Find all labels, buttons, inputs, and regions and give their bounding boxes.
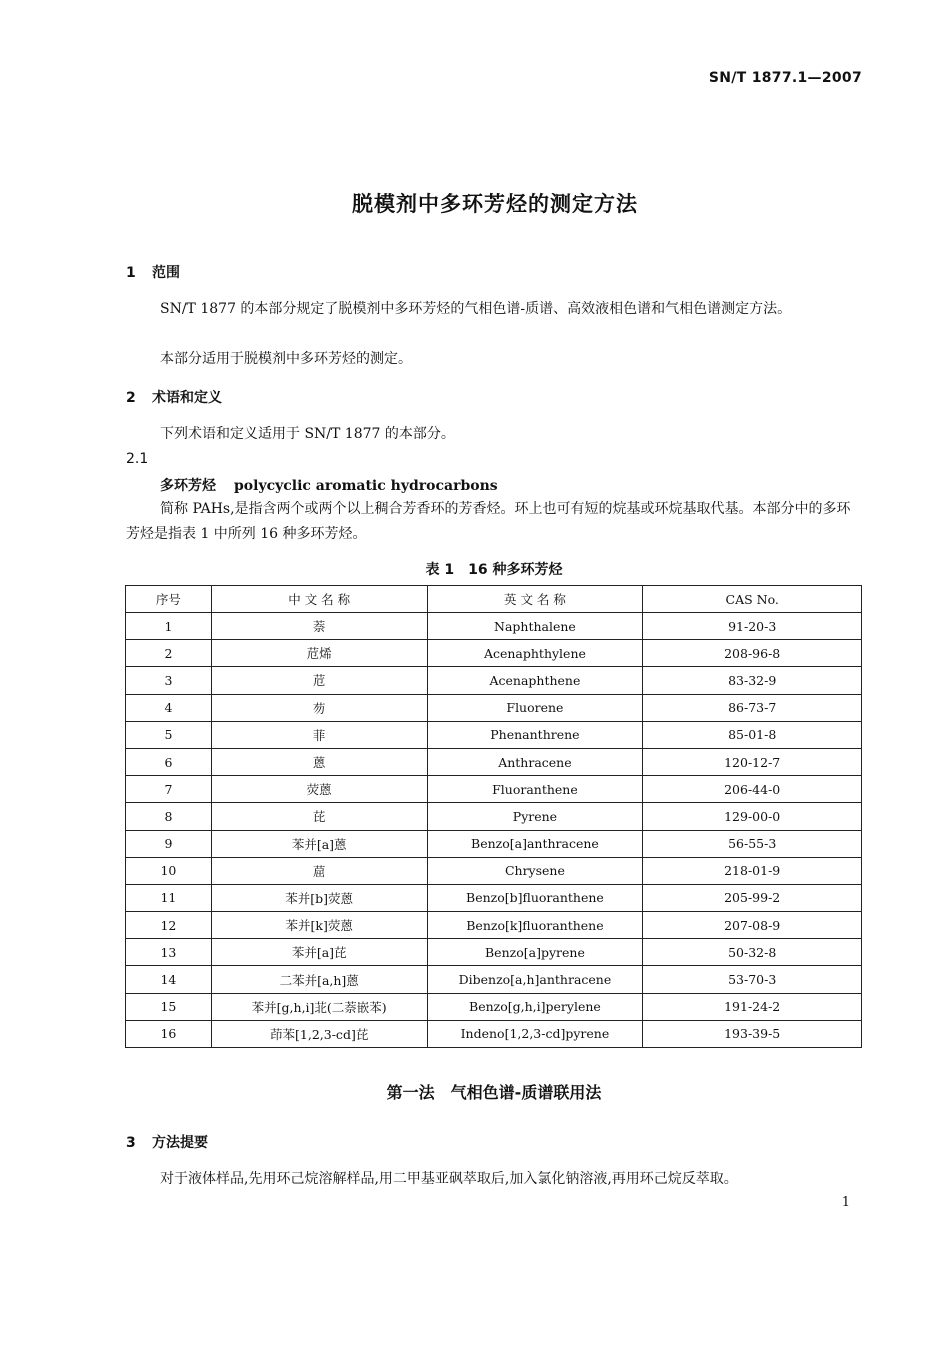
cell-english-name: Benzo[k]fluoranthene (427, 912, 643, 939)
cell-chinese-name: 苯并[a]芘 (211, 939, 427, 966)
section-3-paragraph-1: 对于液体样品,先用环己烷溶解样品,用二甲基亚砜萃取后,加入氯化钠溶液,再用环己烷反萃取。 (160, 1171, 738, 1187)
cell-cas-no: 218-01-9 (643, 857, 862, 884)
table-row (126, 884, 862, 911)
term-entry (160, 475, 498, 495)
table-row (126, 748, 862, 775)
cell-index: 1 (126, 613, 212, 640)
cell-cas-no: 86-73-7 (643, 694, 862, 721)
cell-english-name: Benzo[g,h,i]perylene (427, 993, 643, 1020)
cell-english-name: Pyrene (427, 803, 643, 830)
table-row (126, 939, 862, 966)
table-row (126, 993, 862, 1020)
cell-cas-no: 193-39-5 (643, 1020, 862, 1047)
cell-index: 14 (126, 966, 212, 993)
cell-english-name: Benzo[b]fluoranthene (427, 884, 643, 911)
table-row (126, 640, 862, 667)
cell-chinese-name: 二苯并[a,h]蒽 (211, 966, 427, 993)
cell-cas-no: 56-55-3 (643, 830, 862, 857)
header-cell-cas-no: CAS No. (643, 586, 862, 613)
section-title: 术语和定义 (152, 390, 222, 406)
table-row (126, 1020, 862, 1047)
document-title: 脱模剂中多环芳烃的测定方法 (352, 192, 638, 216)
pah-table (125, 585, 862, 1048)
cell-index: 7 (126, 776, 212, 803)
cell-cas-no: 83-32-9 (643, 667, 862, 694)
subsection-number: 2.1 (126, 451, 149, 467)
cell-english-name: Chrysene (427, 857, 643, 884)
table-row (126, 667, 862, 694)
cell-chinese-name: 苊 (211, 667, 427, 694)
term-english: polycyclic aromatic hydrocarbons (234, 478, 498, 494)
cell-cas-no: 91-20-3 (643, 613, 862, 640)
cell-index: 9 (126, 830, 212, 857)
section-number: 2 (126, 390, 136, 406)
cell-index: 15 (126, 993, 212, 1020)
section-2-paragraph-1: 下列术语和定义适用于 SN/T 1877 的本部分。 (160, 426, 455, 442)
cell-chinese-name: 苯并[k]荧蒽 (211, 912, 427, 939)
cell-index: 3 (126, 667, 212, 694)
cell-index: 6 (126, 748, 212, 775)
table-row (126, 912, 862, 939)
table-header-row (126, 586, 862, 613)
cell-english-name: Naphthalene (427, 613, 643, 640)
table-row (126, 776, 862, 803)
table-row (126, 966, 862, 993)
table-row (126, 694, 862, 721)
cell-cas-no: 53-70-3 (643, 966, 862, 993)
header-cell-index: 序号 (126, 586, 212, 613)
table-row (126, 721, 862, 748)
cell-english-name: Benzo[a]anthracene (427, 830, 643, 857)
cell-index: 16 (126, 1020, 212, 1047)
cell-index: 13 (126, 939, 212, 966)
section-number: 1 (126, 265, 136, 281)
cell-cas-no: 206-44-0 (643, 776, 862, 803)
cell-cas-no: 129-00-0 (643, 803, 862, 830)
cell-chinese-name: 蒽 (211, 748, 427, 775)
cell-cas-no: 120-12-7 (643, 748, 862, 775)
table-row (126, 830, 862, 857)
cell-english-name: Dibenzo[a,h]anthracene (427, 966, 643, 993)
cell-cas-no: 85-01-8 (643, 721, 862, 748)
cell-chinese-name: 苯并[b]荧蒽 (211, 884, 427, 911)
section-title: 范围 (152, 265, 180, 281)
section-3-heading (126, 1132, 208, 1152)
table-row (126, 803, 862, 830)
header-cell-english-name: 英 文 名 称 (427, 586, 643, 613)
cell-chinese-name: 芴 (211, 694, 427, 721)
section-1-paragraph-1: SN/T 1877 的本部分规定了脱模剂中多环芳烃的气相色谱-质谱、高效液相色谱和气相色谱测定方法。 (160, 301, 792, 317)
cell-chinese-name: 茚苯[1,2,3-cd]芘 (211, 1020, 427, 1047)
cell-index: 12 (126, 912, 212, 939)
cell-english-name: Fluorene (427, 694, 643, 721)
section-title: 方法提要 (152, 1135, 208, 1151)
cell-cas-no: 191-24-2 (643, 993, 862, 1020)
term-definition: 简称 PAHs,是指含两个或两个以上稠合芳香环的芳香烃。环上也可有短的烷基或环烷基取代基。本部分中的多环芳烃是指表 1 中所列 16 种多环芳烃。 (126, 501, 851, 542)
cell-index: 2 (126, 640, 212, 667)
cell-english-name: Indeno[1,2,3-cd]pyrene (427, 1020, 643, 1047)
table-caption: 表 1 16 种多环芳烃 (425, 562, 563, 578)
cell-index: 5 (126, 721, 212, 748)
cell-chinese-name: 芘 (211, 803, 427, 830)
section-1-paragraph-2: 本部分适用于脱模剂中多环芳烃的测定。 (160, 351, 412, 367)
table-row (126, 613, 862, 640)
cell-english-name: Anthracene (427, 748, 643, 775)
cell-english-name: Acenaphthylene (427, 640, 643, 667)
method-1-title: 第一法 气相色谱-质谱联用法 (386, 1083, 602, 1102)
cell-chinese-name: 苯并[g,h,i]苝(二萘嵌苯) (211, 993, 427, 1020)
section-1-heading (126, 262, 180, 282)
cell-chinese-name: 菲 (211, 721, 427, 748)
cell-chinese-name: 苊烯 (211, 640, 427, 667)
cell-index: 10 (126, 857, 212, 884)
cell-cas-no: 208-96-8 (643, 640, 862, 667)
header-cell-chinese-name: 中 文 名 称 (211, 586, 427, 613)
cell-english-name: Acenaphthene (427, 667, 643, 694)
section-number: 3 (126, 1135, 136, 1151)
cell-index: 8 (126, 803, 212, 830)
cell-index: 11 (126, 884, 212, 911)
cell-cas-no: 50-32-8 (643, 939, 862, 966)
cell-chinese-name: 苯并[a]蒽 (211, 830, 427, 857)
cell-chinese-name: 萘 (211, 613, 427, 640)
cell-index: 4 (126, 694, 212, 721)
cell-chinese-name: 荧蒽 (211, 776, 427, 803)
cell-english-name: Fluoranthene (427, 776, 643, 803)
table-row (126, 857, 862, 884)
page-number: 1 (841, 1195, 850, 1210)
cell-chinese-name: 䓛 (211, 857, 427, 884)
cell-english-name: Benzo[a]pyrene (427, 939, 643, 966)
cell-cas-no: 207-08-9 (643, 912, 862, 939)
section-2-heading (126, 387, 222, 407)
cell-cas-no: 205-99-2 (643, 884, 862, 911)
cell-english-name: Phenanthrene (427, 721, 643, 748)
term-chinese: 多环芳烃 (160, 478, 216, 494)
standard-number: SN/T 1877.1—2007 (708, 70, 862, 86)
